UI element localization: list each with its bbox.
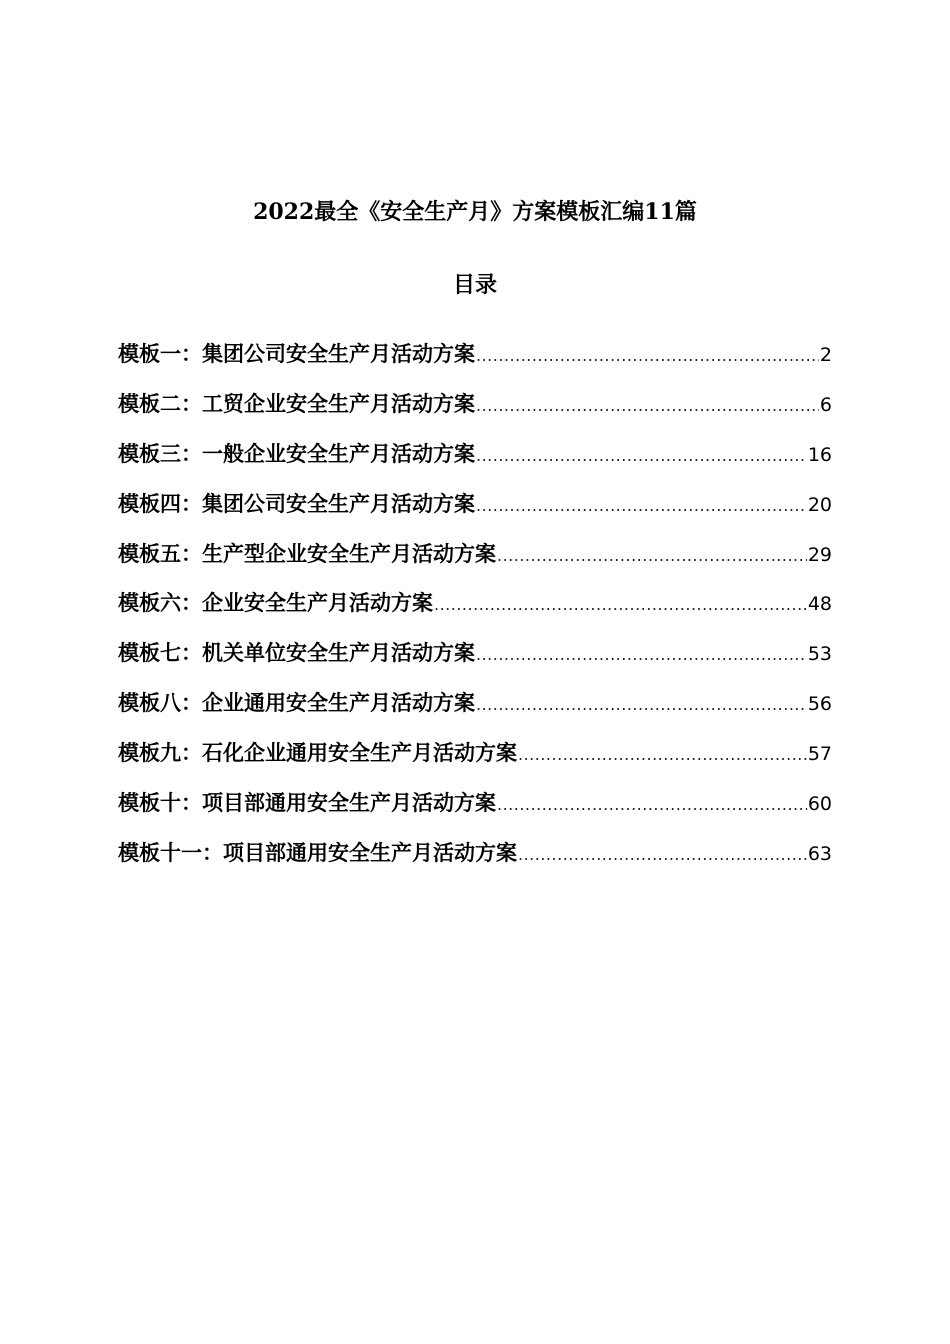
toc-page-number: 16 <box>807 443 832 466</box>
toc-entry-label: 模板五：生产型企业安全生产月活动方案 <box>118 540 496 566</box>
toc-dot-leader <box>476 645 807 664</box>
toc-entry[interactable] <box>118 388 832 438</box>
toc-page-number: 53 <box>807 643 832 666</box>
table-of-contents <box>118 338 832 887</box>
toc-page-number: 48 <box>807 593 832 616</box>
toc-page-number: 29 <box>807 543 832 566</box>
toc-dot-leader <box>476 396 819 415</box>
toc-entry-label: 模板七：机关单位安全生产月活动方案 <box>118 640 475 666</box>
toc-entry-label: 模板十：项目部通用安全生产月活动方案 <box>118 790 496 816</box>
toc-page-number: 2 <box>819 344 832 366</box>
toc-entry[interactable] <box>118 587 832 637</box>
toc-dot-leader <box>476 695 807 714</box>
toc-entry[interactable] <box>118 837 832 887</box>
toc-entry-label: 模板二：工贸企业安全生产月活动方案 <box>118 390 475 416</box>
toc-entry-label: 模板四：集团公司安全生产月活动方案 <box>118 490 475 516</box>
toc-entry[interactable] <box>118 787 832 837</box>
toc-entry[interactable] <box>118 538 832 588</box>
toc-entry[interactable] <box>118 737 832 787</box>
toc-dot-leader <box>434 595 807 614</box>
toc-dot-leader <box>518 845 807 864</box>
toc-dot-leader <box>518 745 807 764</box>
toc-entry[interactable] <box>118 687 832 737</box>
toc-entry-label: 模板三：一般企业安全生产月活动方案 <box>118 440 475 466</box>
toc-page-number: 20 <box>807 493 832 516</box>
toc-page-number: 63 <box>807 842 832 865</box>
document-title: 2022最全《安全生产月》方案模板汇编11篇 <box>253 199 697 225</box>
toc-page-number: 57 <box>807 743 832 766</box>
toc-dot-leader <box>476 496 807 515</box>
toc-page-number: 6 <box>819 393 832 416</box>
toc-dot-leader <box>476 346 819 365</box>
toc-dot-leader <box>497 795 807 814</box>
toc-entry-label: 模板八：企业通用安全生产月活动方案 <box>118 690 475 716</box>
toc-entry[interactable] <box>118 637 832 687</box>
toc-entry-label: 模板六：企业安全生产月活动方案 <box>118 590 433 616</box>
toc-entry-label: 模板九：石化企业通用安全生产月活动方案 <box>118 740 517 766</box>
toc-dot-leader <box>476 446 807 465</box>
toc-dot-leader <box>497 546 807 565</box>
toc-page-number: 60 <box>807 793 832 816</box>
toc-page-number: 56 <box>807 693 832 716</box>
toc-entry-label: 模板一：集团公司安全生产月活动方案 <box>118 341 475 366</box>
toc-entry-label: 模板十一：项目部通用安全生产月活动方案 <box>118 839 517 865</box>
toc-entry[interactable] <box>118 338 832 388</box>
toc-heading: 目录 <box>452 272 497 298</box>
toc-entry[interactable] <box>118 488 832 538</box>
toc-entry[interactable] <box>118 438 832 488</box>
